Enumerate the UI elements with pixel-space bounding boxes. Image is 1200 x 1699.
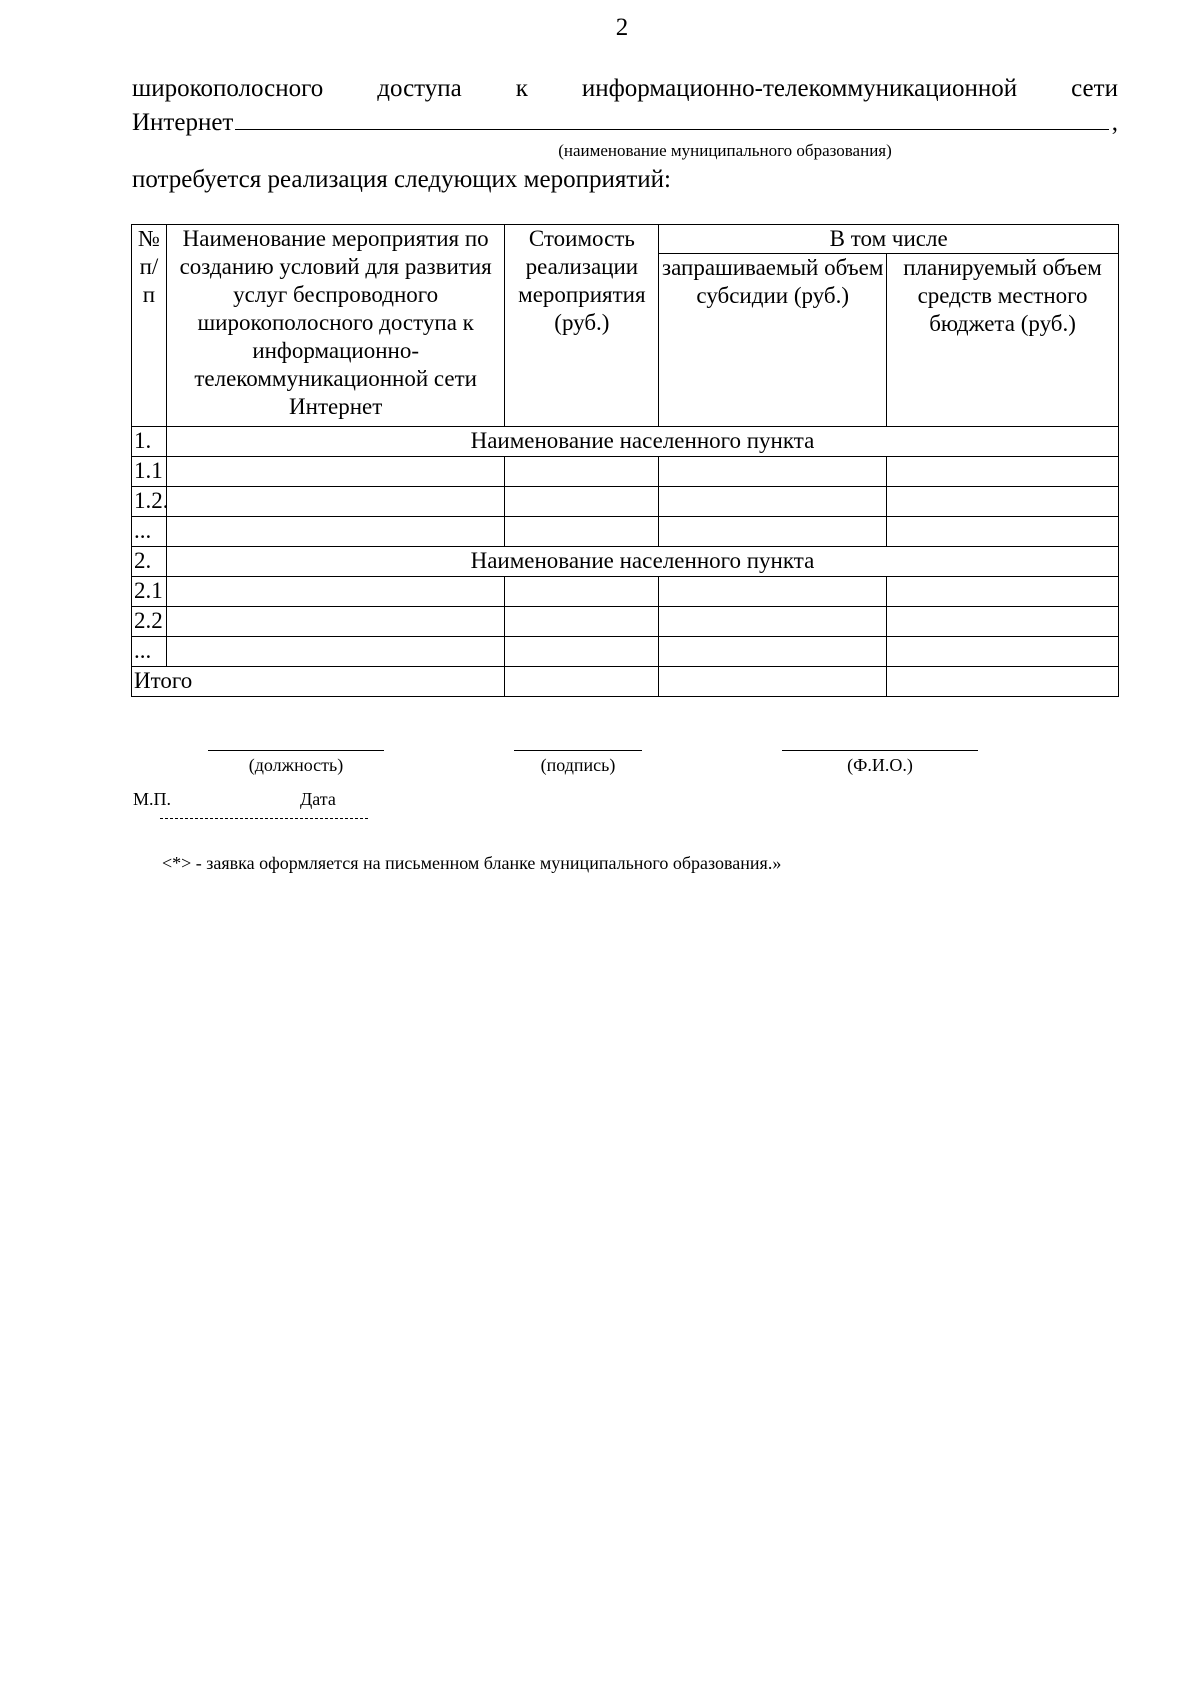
intro-internet: Интернет xyxy=(132,109,234,136)
name-cell[interactable] xyxy=(166,517,505,547)
municipality-blank-line xyxy=(235,105,1108,130)
cost-cell[interactable] xyxy=(505,577,659,607)
header-num: № п/п xyxy=(132,225,167,427)
intro-line-1 xyxy=(132,72,1118,105)
planned-cell[interactable] xyxy=(887,517,1119,547)
page-number: 2 xyxy=(615,14,629,41)
intro-word: сети xyxy=(1071,75,1118,102)
row-num: 1.2. xyxy=(132,487,167,517)
stamp-label: М.П. xyxy=(133,789,172,809)
planned-cell[interactable] xyxy=(887,607,1119,637)
total-label: Итого xyxy=(132,667,505,697)
cost-cell[interactable] xyxy=(505,637,659,667)
table-row xyxy=(132,457,1119,487)
table-row xyxy=(132,427,1119,457)
cost-cell[interactable] xyxy=(505,487,659,517)
signature-line xyxy=(514,750,642,751)
row-num: 2.1 xyxy=(132,577,167,607)
name-cell[interactable] xyxy=(166,577,505,607)
table-header-row xyxy=(132,225,1119,254)
table-row xyxy=(132,607,1119,637)
table-row xyxy=(132,577,1119,607)
name-label: (Ф.И.О.) xyxy=(847,755,913,775)
signature-label: (подпись) xyxy=(540,755,616,775)
cost-cell[interactable] xyxy=(505,457,659,487)
header-including: В том числе xyxy=(659,225,1119,254)
row-num: 2.2 xyxy=(132,607,167,637)
name-signature-field[interactable] xyxy=(782,750,978,776)
header-cost: Стоимость реализации мероприятия (руб.) xyxy=(505,225,659,427)
row-num: ... xyxy=(132,637,167,667)
row-num: 1.1 xyxy=(132,457,167,487)
planned-cell[interactable] xyxy=(887,457,1119,487)
name-cell[interactable] xyxy=(166,487,505,517)
intro-line-2 xyxy=(132,105,1118,139)
municipality-note: (наименование муниципального образования) xyxy=(558,141,892,160)
name-line xyxy=(782,750,978,751)
requested-cell[interactable] xyxy=(659,607,887,637)
name-cell[interactable] xyxy=(166,457,505,487)
planned-cell[interactable] xyxy=(887,637,1119,667)
row-num: 1. xyxy=(132,427,167,457)
settlement-name-cell[interactable]: Наименование населенного пункта xyxy=(166,547,1118,577)
planned-cell[interactable] xyxy=(887,487,1119,517)
intro-word: к xyxy=(515,75,528,102)
requested-cell[interactable] xyxy=(659,577,887,607)
cost-cell[interactable] xyxy=(505,517,659,547)
name-cell[interactable] xyxy=(166,637,505,667)
footnote: <*> - заявка оформляется на письменном бланке муниципального образования.» xyxy=(162,853,782,873)
header-name: Наименование мероприятия по созданию условий для развития услуг беспроводного широкополосного доступа к информационно-телекоммуникационной сети Интернет xyxy=(166,225,505,427)
footnote-separator xyxy=(160,818,368,819)
name-cell[interactable] xyxy=(166,607,505,637)
intro-comma: , xyxy=(1111,109,1118,136)
position-label: (должность) xyxy=(248,755,344,775)
planned-cell[interactable] xyxy=(887,577,1119,607)
total-cost-cell[interactable] xyxy=(505,667,659,697)
position-signature-field[interactable] xyxy=(208,750,384,776)
date-label: Дата xyxy=(300,789,336,809)
intro-word: доступа xyxy=(377,75,462,102)
total-requested-cell[interactable] xyxy=(659,667,887,697)
intro-text xyxy=(132,72,1118,196)
table-row xyxy=(132,517,1119,547)
header-requested: запрашиваемый объем субсидии (руб.) xyxy=(659,254,887,427)
settlement-name-cell[interactable]: Наименование населенного пункта xyxy=(166,427,1118,457)
table-row xyxy=(132,547,1119,577)
cost-cell[interactable] xyxy=(505,607,659,637)
requested-cell[interactable] xyxy=(659,517,887,547)
intro-word: широкополосного xyxy=(132,75,324,102)
row-num: 2. xyxy=(132,547,167,577)
position-line xyxy=(208,750,384,751)
total-row xyxy=(132,667,1119,697)
header-planned: планируемый объем средств местного бюджета (руб.) xyxy=(887,254,1119,427)
table-row xyxy=(132,487,1119,517)
signature-field[interactable] xyxy=(514,750,642,776)
intro-word: информационно-телекоммуникационной xyxy=(581,75,1018,102)
row-num: ... xyxy=(132,517,167,547)
requested-cell[interactable] xyxy=(659,457,887,487)
total-planned-cell[interactable] xyxy=(887,667,1119,697)
intro-line-3: потребуется реализация следующих мероприятий: xyxy=(132,166,671,193)
requested-cell[interactable] xyxy=(659,637,887,667)
measures-table xyxy=(131,224,1119,697)
table-row xyxy=(132,637,1119,667)
requested-cell[interactable] xyxy=(659,487,887,517)
